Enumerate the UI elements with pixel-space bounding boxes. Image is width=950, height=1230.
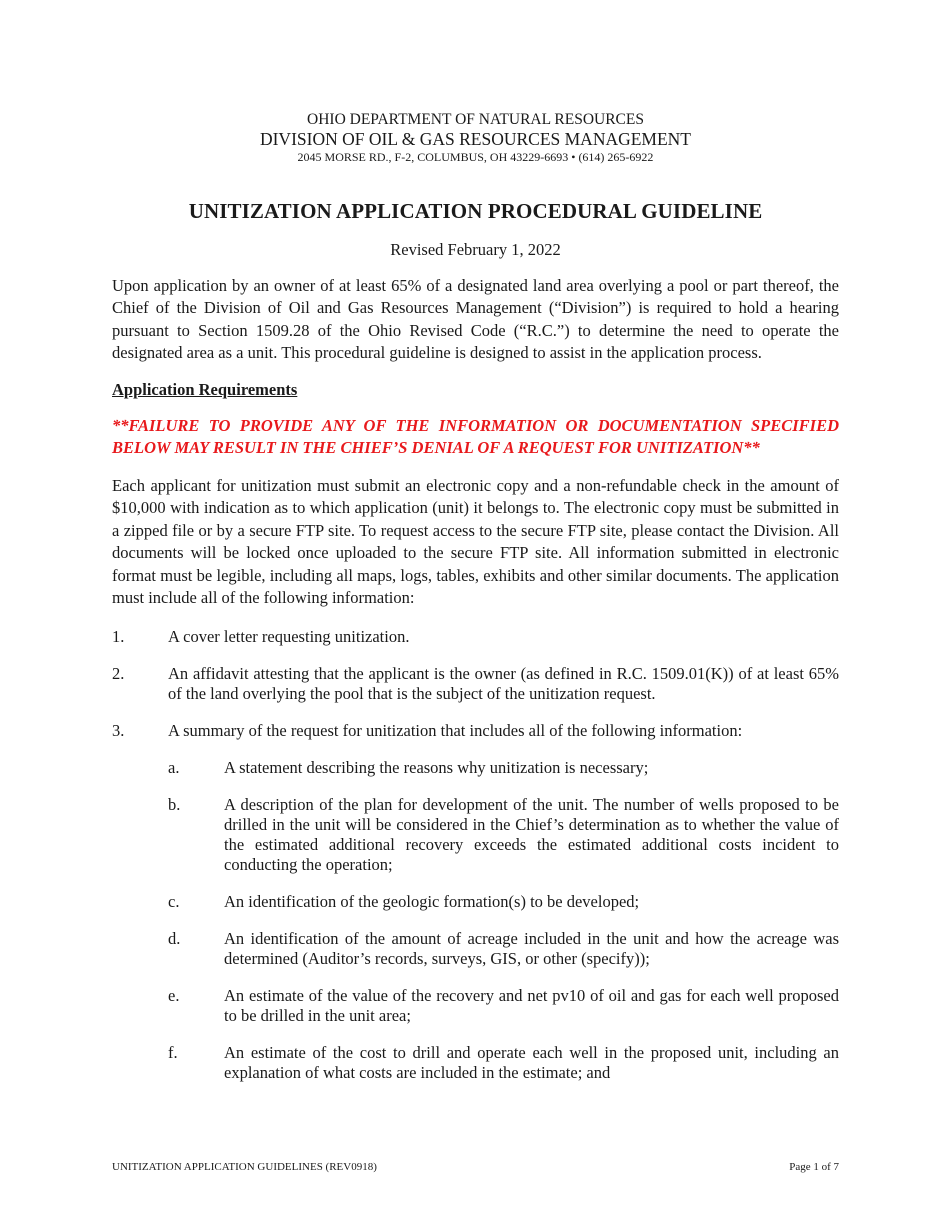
division-name: DIVISION OF OIL & GAS RESOURCES MANAGEMENT [259,128,692,149]
sub-list-item [112,892,839,912]
list-text: A cover letter requesting unitization. [168,626,410,646]
list-item [112,664,839,704]
section-heading: Application Requirements [112,379,298,399]
sub-list-item [112,795,839,875]
warning-notice: **FAILURE TO PROVIDE ANY OF THE INFORMATION OR DOCUMENTATION SPECIFIED BELOW MAY RESULT IN THE CHIEF’S DENIAL OF A REQUEST FOR UNITIZATION** [112,415,839,458]
page-title: UNITIZATION APPLICATION PROCEDURAL GUIDELINE [188,198,763,223]
list-text: An affidavit attesting that the applicant is the owner (as defined in R.C. 1509.01(K)) of at least 65% of the land overlying the pool that is the subject of the unitization request. [168,663,839,703]
page-footer [112,1161,839,1173]
sub-list-letter: e. [168,985,180,1005]
list-text: A summary of the request for unitization that includes all of the following information: [168,720,743,740]
sub-list-text: A description of the plan for development of the unit. The number of wells proposed to be drilled in the unit will be considered in the Chief’s determination as to whether the value of the estimated additional recovery exceeds the estimated additional costs incident to conducting the operation; [224,794,839,874]
agency-address: 2045 MORSE RD., F-2, COLUMBUS, OH 43229-6693 • (614) 265-6922 [297,149,654,164]
footer-page-number: Page 1 of 7 [789,1161,839,1173]
list-number: 2. [112,663,125,683]
letterhead [112,111,839,165]
sub-list-letter: b. [168,794,181,814]
list-number: 3. [112,720,125,740]
footer-document-id: UNITIZATION APPLICATION GUIDELINES (REV0918) [112,1161,377,1173]
agency-name: OHIO DEPARTMENT OF NATURAL RESOURCES [307,111,644,128]
sub-list-text: An identification of the amount of acreage included in the unit and how the acreage was determined (Auditor’s records, surveys, GIS, or other (specify)); [224,928,839,968]
sub-list-item [112,929,839,969]
sub-list-text: An identification of the geologic formation(s) to be developed; [224,891,640,911]
sub-list-text: An estimate of the value of the recovery and net pv10 of oil and gas for each well proposed to be drilled in the unit area; [224,985,839,1025]
list-number: 1. [112,626,125,646]
sub-list-text: An estimate of the cost to drill and operate each well in the proposed unit, including an explanation of what costs are included in the estimate; and [224,1042,839,1082]
intro-paragraph: Upon application by an owner of at least 65% of a designated land area overlying a pool or part thereof, the Chief of the Division of Oil and Gas Resources Management (“Division”) is required to hold a hearing pursuant to Section 1509.28 of the Ohio Revised Code (“R.C.”) to determine the need to operate the designated area as a unit. This procedural guideline is designed to assist in the application process. [112,275,839,363]
sub-list-letter: a. [168,757,180,777]
sub-list-letter: c. [168,891,180,911]
list-item [112,721,839,741]
sub-list-letter: d. [168,928,181,948]
sub-list-text: A statement describing the reasons why unitization is necessary; [224,757,649,777]
document-page [112,111,839,1083]
sub-list-letter: f. [168,1042,178,1062]
sub-list-item [112,758,839,778]
revision-date: Revised February 1, 2022 [390,239,561,259]
sub-list-item [112,986,839,1026]
requirements-paragraph: Each applicant for unitization must submit an electronic copy and a non-refundable check in the amount of $10,000 with indication as to which application (unit) it belongs to. The electronic copy must be submitted in a zipped file or by a secure FTP site. To request access to the secure FTP site, please contact the Division. All documents will be locked once uploaded to the secure FTP site. All information submitted in electronic format must be legible, including all maps, logs, tables, exhibits and other similar documents. The application must include all of the following information: [112,475,839,608]
sub-list-item [112,1043,839,1083]
list-item [112,627,839,647]
